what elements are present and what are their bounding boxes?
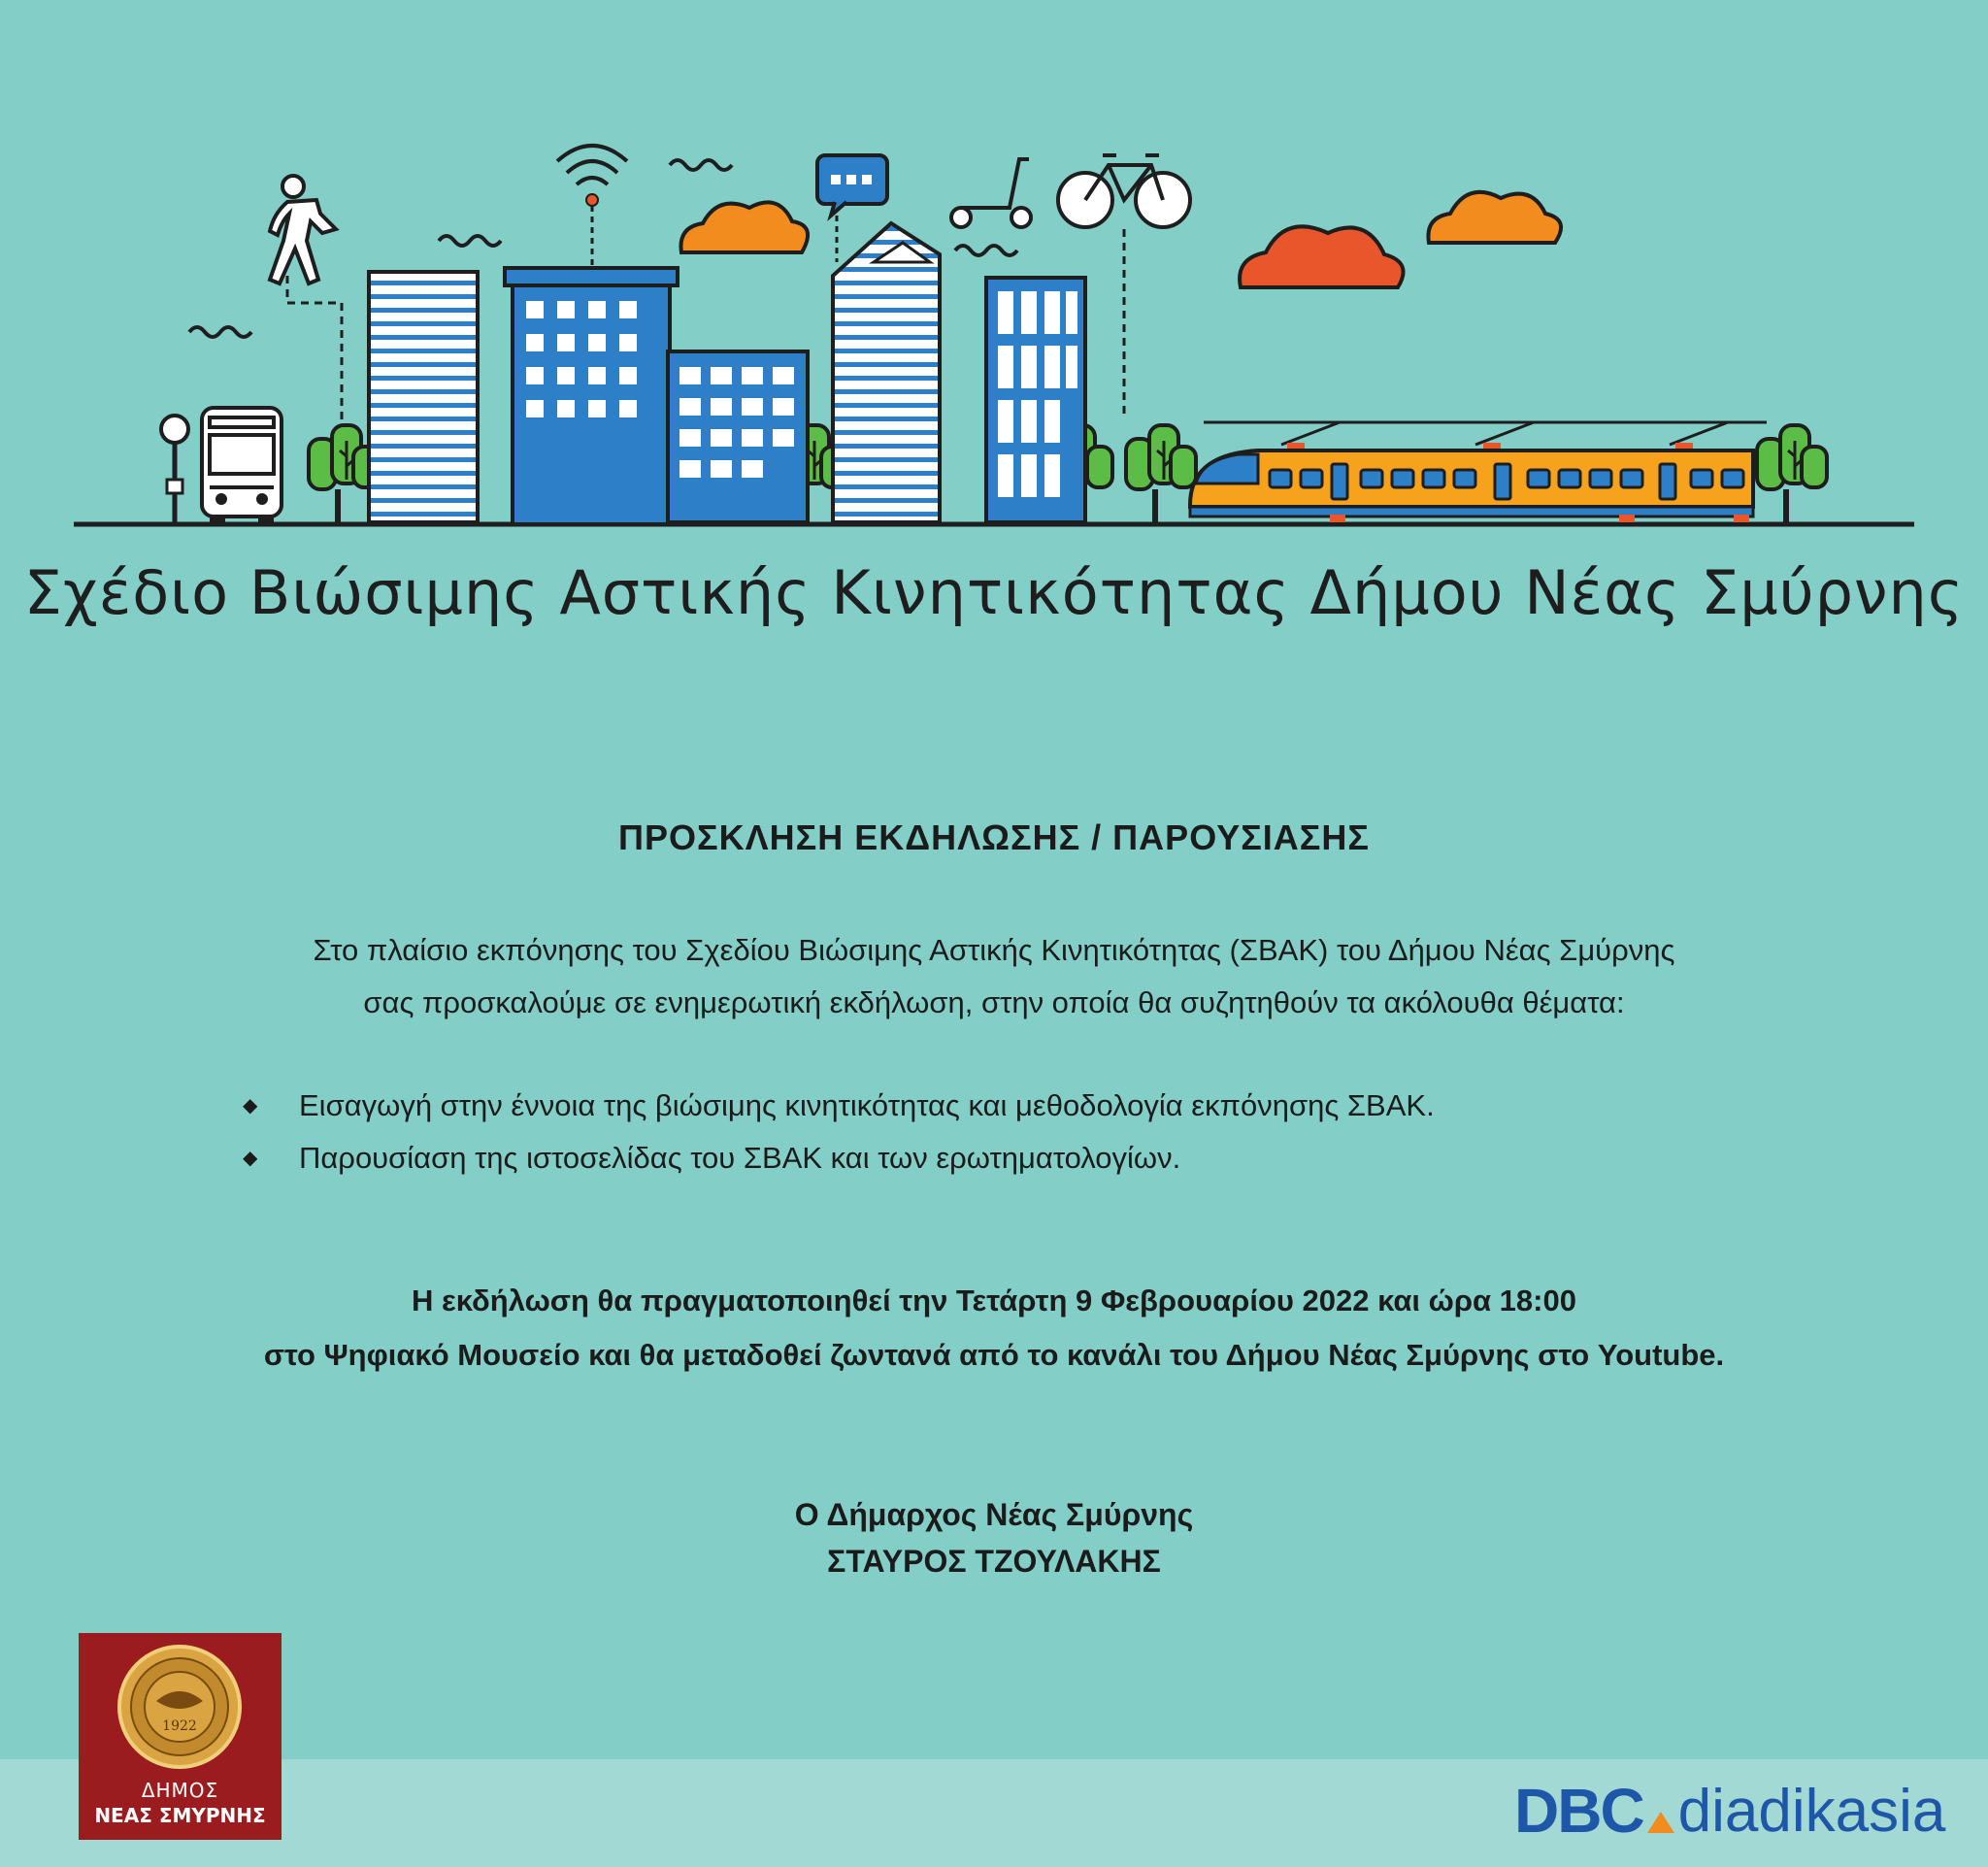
topics-list xyxy=(243,1080,1435,1184)
logo-line-1: ΔΗΜΟΣ xyxy=(141,1779,219,1802)
wind-wave-icon xyxy=(189,327,251,337)
intro-paragraph xyxy=(0,924,1988,1029)
event-line: στο Ψηφιακό Μουσείο και θα μεταδοθεί ζωντανά από το κανάλι του Δήμου Νέας Σμύρνης στο Youtube. xyxy=(263,1338,1725,1372)
seal-year: 1922 xyxy=(162,1718,197,1734)
building-icon xyxy=(369,272,478,522)
mayor-signature xyxy=(0,1491,1988,1584)
logo-line-2: ΝΕΑΣ ΣΜΥΡΝΗΣ xyxy=(94,1804,266,1827)
tree-icon xyxy=(1126,425,1196,524)
intro-line: σας προσκαλούμε σε ενημερωτική εκδήλωση, στην οποία θα συζητηθούν τα ακόλουθα θέματα: xyxy=(363,985,1625,1019)
bus-stop-icon xyxy=(161,416,188,522)
wifi-antenna-icon xyxy=(557,146,627,268)
mayor-name: ΣΤΑΥΡΟΣ ΤΖΟΥΛΑΚΗΣ xyxy=(827,1544,1161,1579)
wind-wave-icon xyxy=(670,160,732,170)
triangle-icon xyxy=(1647,1812,1674,1833)
topic-item xyxy=(243,1132,1435,1184)
cloud-icon xyxy=(680,202,808,252)
dbc-word: diadikasia xyxy=(1677,1777,1946,1845)
bus-icon xyxy=(202,408,282,524)
building-icon xyxy=(505,268,678,524)
city-mobility-illustration xyxy=(0,0,1988,544)
dbc-mark: DBC xyxy=(1514,1776,1643,1846)
pedestrian-icon xyxy=(270,176,336,283)
invitation-heading: ΠΡΟΣΚΛΗΣΗ ΕΚΔΗΛΩΣΗΣ / ΠΑΡΟΥΣΙΑΣΗΣ xyxy=(617,817,1371,857)
scooter-icon xyxy=(951,159,1031,227)
intro-line: Στο πλαίσιο εκπόνησης του Σχεδίου Βιώσιμης Αστικής Κινητικότητας (ΣΒΑΚ) του Δήμου Νέας Σμύρνης xyxy=(313,933,1675,967)
wind-wave-icon xyxy=(955,246,1017,255)
building-icon xyxy=(833,223,940,522)
topic-text: Παρουσίαση της ιστοσελίδας του ΣΒΑΚ και των ερωτηματολογίων. xyxy=(299,1141,1181,1175)
cloud-icon xyxy=(1428,192,1561,243)
municipality-seal-icon xyxy=(79,1633,282,1779)
building-icon xyxy=(986,278,1085,522)
diamond-bullet-icon: ◆ xyxy=(243,1148,258,1169)
building-icon xyxy=(668,351,808,522)
mayor-role: Ο Δήμαρχος Νέας Σμύρνης xyxy=(794,1497,1194,1532)
municipality-logo xyxy=(79,1633,282,1840)
train-icon xyxy=(1190,422,1767,522)
event-line: Η εκδήλωση θα πραγματοποιηθεί την Τετάρτη 9 Φεβρουαρίου 2022 και ώρα 18:00 xyxy=(412,1284,1576,1317)
cloud-icon xyxy=(1240,226,1404,287)
dbc-diadikasia-logo xyxy=(1514,1776,1946,1846)
topic-text: Εισαγωγή στην έννοια της βιώσιμης κινητικότητας και μεθοδολογία εκπόνησης ΣΒΑΚ. xyxy=(299,1088,1435,1122)
wind-wave-icon xyxy=(439,236,501,246)
tree-icon xyxy=(1757,425,1827,524)
event-details xyxy=(0,1274,1988,1383)
topic-item xyxy=(243,1080,1435,1132)
plan-title: Σχέδιο Βιώσιμης Αστικής Κινητικότητας Δήμου Νέας Σμύρνης xyxy=(23,557,1965,628)
diamond-bullet-icon: ◆ xyxy=(243,1095,258,1117)
bicycle-icon xyxy=(1058,155,1190,227)
